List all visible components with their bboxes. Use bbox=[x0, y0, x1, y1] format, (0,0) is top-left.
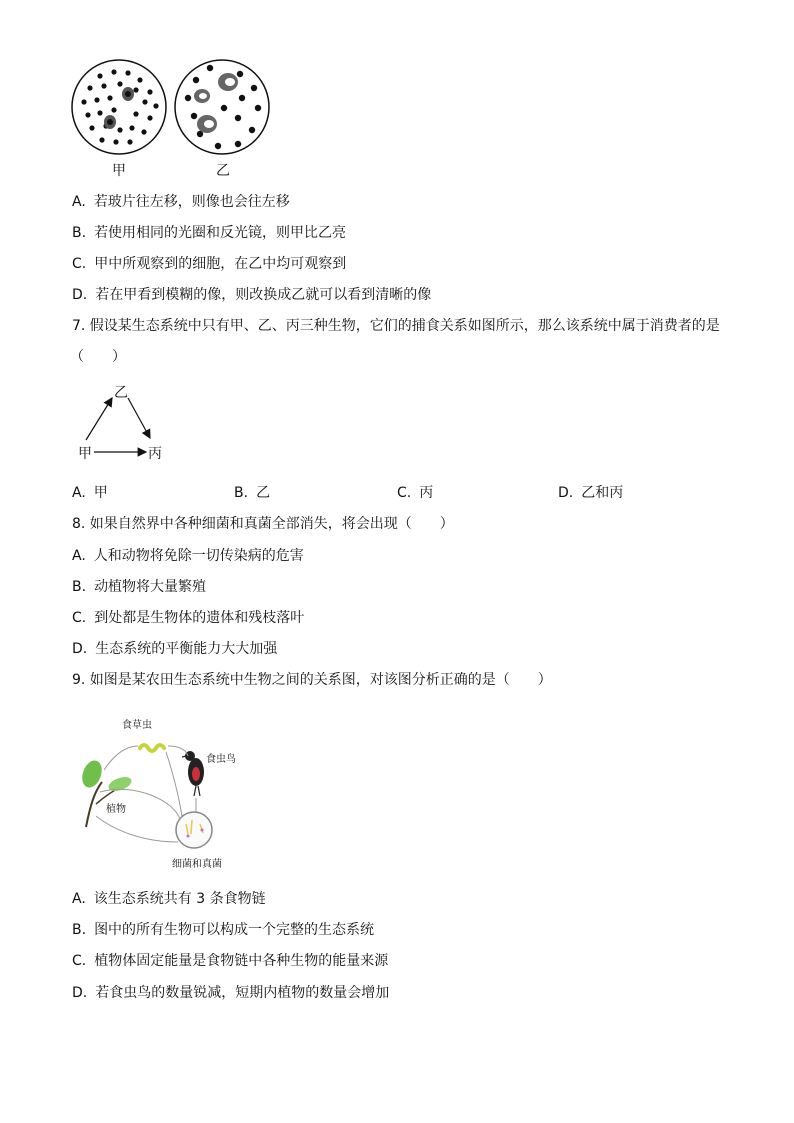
q9-option-a bbox=[72, 890, 266, 908]
option-letter: C. bbox=[397, 485, 412, 501]
q7-food-web-figure bbox=[76, 380, 176, 465]
q7-option-b bbox=[234, 484, 270, 502]
label-caterpillar: 食草虫 bbox=[122, 720, 152, 731]
option-text: 该生态系统共有 3 条食物链 bbox=[93, 891, 266, 907]
option-text: 人和动物将免除一切传染病的危害 bbox=[93, 548, 304, 564]
label-bird: 食虫鸟 bbox=[206, 754, 236, 765]
q7-option-c bbox=[397, 484, 433, 502]
option-text: 丙 bbox=[419, 485, 434, 501]
option-letter: C. bbox=[72, 256, 87, 272]
option-letter: B. bbox=[72, 922, 87, 938]
node-bing: 丙 bbox=[148, 446, 162, 462]
option-text: 生态系统的平衡能力大大加强 bbox=[95, 641, 278, 657]
label-plant: 植物 bbox=[106, 804, 126, 815]
q9-option-b bbox=[72, 921, 374, 939]
option-letter: A. bbox=[72, 194, 86, 210]
field-left bbox=[72, 60, 166, 154]
q8-option-b bbox=[72, 578, 206, 596]
option-letter: B. bbox=[72, 225, 87, 241]
option-letter: D. bbox=[72, 641, 88, 657]
q9-ecosystem-figure bbox=[76, 712, 256, 872]
option-letter: B. bbox=[234, 485, 249, 501]
option-letter: A. bbox=[72, 485, 86, 501]
arrow-jia-to-yi bbox=[86, 398, 112, 440]
option-letter: C. bbox=[72, 953, 87, 969]
option-text: 若使用相同的光圈和反光镜，则甲比乙亮 bbox=[94, 225, 347, 241]
option-letter: C. bbox=[72, 610, 87, 626]
q6-option-a bbox=[72, 193, 290, 211]
option-text: 乙 bbox=[256, 485, 271, 501]
microscope-figure bbox=[70, 58, 275, 180]
option-text: 若在甲看到模糊的像，则改换成乙就可以看到清晰的像 bbox=[95, 287, 432, 303]
q9-option-d bbox=[72, 984, 389, 1002]
q8-option-c bbox=[72, 609, 304, 627]
option-text: 植物体固定能量是食物链中各种生物的能量来源 bbox=[94, 953, 389, 969]
option-letter: D. bbox=[558, 485, 574, 501]
field-right-label: 乙 bbox=[216, 163, 230, 179]
option-text: 甲中所观察到的细胞，在乙中均可观察到 bbox=[94, 256, 347, 272]
q6-option-b bbox=[72, 224, 346, 242]
arrow-yi-to-bing bbox=[128, 398, 150, 438]
q9-option-c bbox=[72, 952, 388, 970]
option-text: 甲 bbox=[93, 485, 108, 501]
plant-icon bbox=[79, 758, 134, 827]
option-text: 到处都是生物体的遗体和残枝落叶 bbox=[94, 610, 305, 626]
q9-stem: 9. 如图是某农田生态系统中生物之间的关系图，对该图分析正确的是（ ） bbox=[72, 672, 552, 688]
option-letter: D. bbox=[72, 985, 88, 1001]
option-letter: A. bbox=[72, 548, 86, 564]
field-left-label: 甲 bbox=[112, 163, 126, 179]
option-letter: B. bbox=[72, 579, 87, 595]
q7-option-a bbox=[72, 484, 108, 502]
q8-option-d bbox=[72, 640, 277, 658]
option-text: 若玻片往左移，则像也会往左移 bbox=[93, 194, 290, 210]
q8-stem: 8. 如果自然界中各种细菌和真菌全部消失，将会出现（ ） bbox=[72, 516, 454, 532]
q9-ecosystem-svg bbox=[76, 712, 256, 872]
node-yi: 乙 bbox=[114, 385, 128, 401]
decomposer-icon bbox=[176, 812, 212, 848]
option-text: 动植物将大量繁殖 bbox=[94, 579, 207, 595]
option-text: 图中的所有生物可以构成一个完整的生态系统 bbox=[94, 922, 375, 938]
option-letter: D. bbox=[72, 287, 88, 303]
q8-option-a bbox=[72, 547, 304, 565]
option-text: 乙和丙 bbox=[581, 485, 624, 501]
caterpillar-icon bbox=[140, 745, 164, 751]
option-letter: A. bbox=[72, 891, 86, 907]
q7-option-d bbox=[558, 484, 623, 502]
label-decomposer: 细菌和真菌 bbox=[172, 859, 222, 870]
q6-option-c bbox=[72, 255, 346, 273]
option-text: 若食虫鸟的数量锐减，短期内植物的数量会增加 bbox=[95, 985, 390, 1001]
microscope-fields-svg bbox=[70, 58, 275, 158]
q7-stem-line1: 7. 假设某生态系统中只有甲、乙、丙三种生物，它们的捕食关系如图所示，那么该系统中属于消费者的是 bbox=[72, 318, 720, 334]
q7-stem-line2: （ ） bbox=[70, 349, 126, 365]
node-jia: 甲 bbox=[78, 446, 92, 462]
bird-icon bbox=[182, 751, 204, 796]
q6-option-d bbox=[72, 286, 431, 304]
